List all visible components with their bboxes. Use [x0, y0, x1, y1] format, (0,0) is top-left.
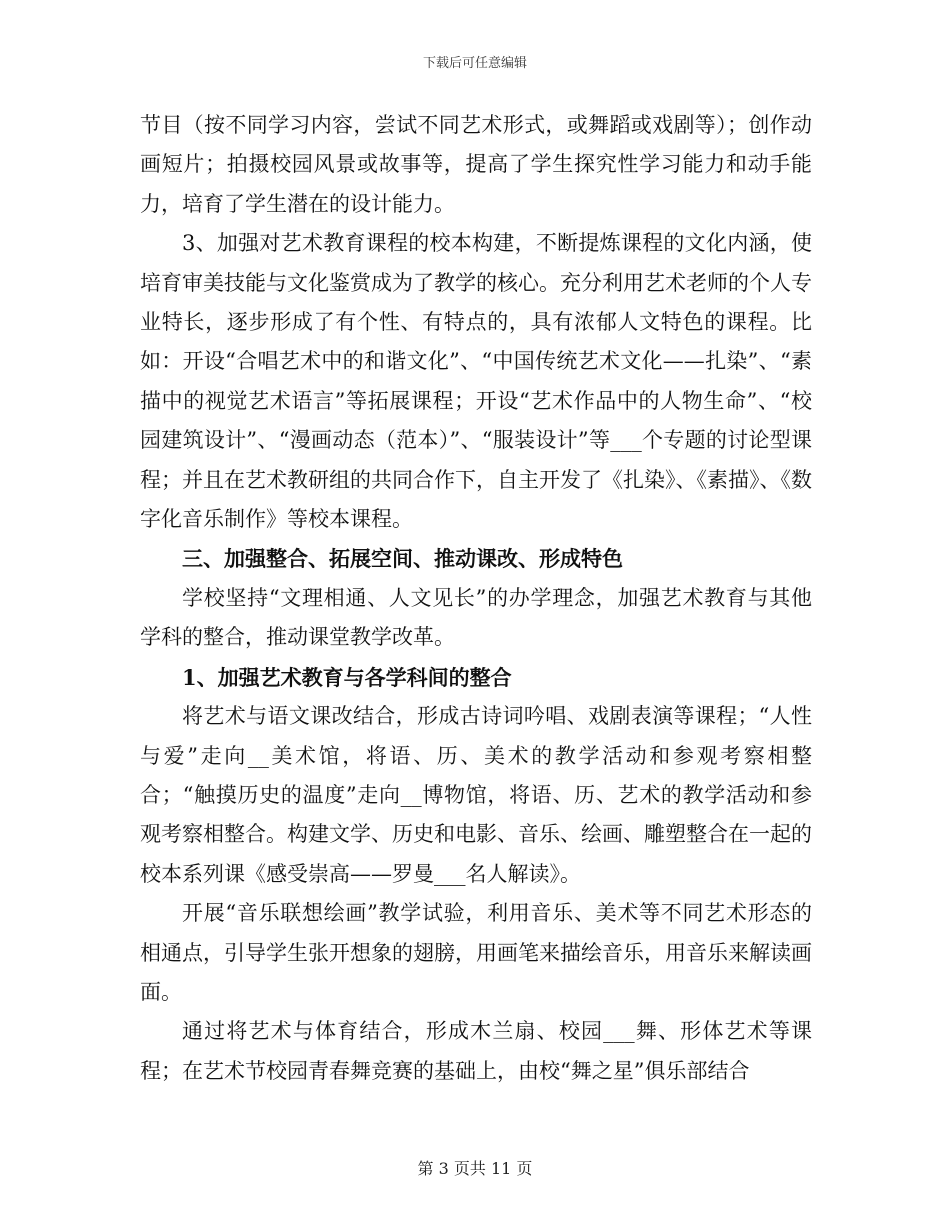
page-header: 下载后可任意编辑: [422, 56, 527, 71]
paragraph: 学校坚持“文理相通、人文见长”的办学理念，加强艺术教育与其他学科的整合，推动课堂教学改革。: [140, 585, 812, 650]
paragraph: 通过将艺术与体育结合，形成木兰扇、校园___舞、形体艺术等课程；在艺术节校园青春舞竞赛的基础上，由校“舞之星”俱乐部结合: [140, 1019, 812, 1083]
paragraph: 开展“音乐联想绘画”教学试验，利用音乐、美术等不同艺术形态的相通点，引导学生张开想象的翅膀，用画笔来描绘音乐，用音乐来解读画面。: [140, 901, 812, 1004]
subsection-heading: 1、加强艺术教育与各学科间的整合: [182, 664, 512, 690]
paragraph: 节目（按不同学习内容，尝试不同艺术形式，或舞蹈或戏剧等）；创作动画短片；拍摄校园风景或故事等，提高了学生探究性学习能力和动手能力，培育了学生潜在的设计能力。: [140, 113, 812, 216]
document-body: [140, 106, 812, 1091]
page-footer: 第 3 页共 11 页: [417, 1159, 533, 1178]
paragraph: 3、加强对艺术教育课程的校本构建，不断提炼课程的文化内涵，使培育审美技能与文化鉴赏成为了教学的核心。充分利用艺术老师的个人专业特长，逐步形成了有个性、有特点的，具有浓郁人文特色的课程。比如：开设“合唱艺术中的和谐文化”、“中国传统艺术文化——扎染”、“素描中的视觉艺术语言”等拓展课程；开设“艺术作品中的人物生命”、“校园建筑设计”、“漫画动态（范本）”、“服装设计”等___个专题的讨论型课程；并且在艺术教研组的共同合作下，自主开发了《扎染》、《素描》、《数字化音乐制作》等校本课程。: [140, 231, 812, 532]
section-heading: 三、加强整合、拓展空间、推动课改、形成特色: [182, 546, 623, 572]
paragraph: 将艺术与语文课改结合，形成古诗词吟唱、戏剧表演等课程；“人性与爱”走向__美术馆，将语、历、美术的教学活动和参观考察相整合；“触摸历史的温度”走向__博物馆，将语、历、艺术的教学活动和参观考察相整合。构建文学、历史和电影、音乐、绘画、雕塑整合在一起的校本系列课《感受崇高——罗曼___名人解读》。: [140, 704, 812, 886]
